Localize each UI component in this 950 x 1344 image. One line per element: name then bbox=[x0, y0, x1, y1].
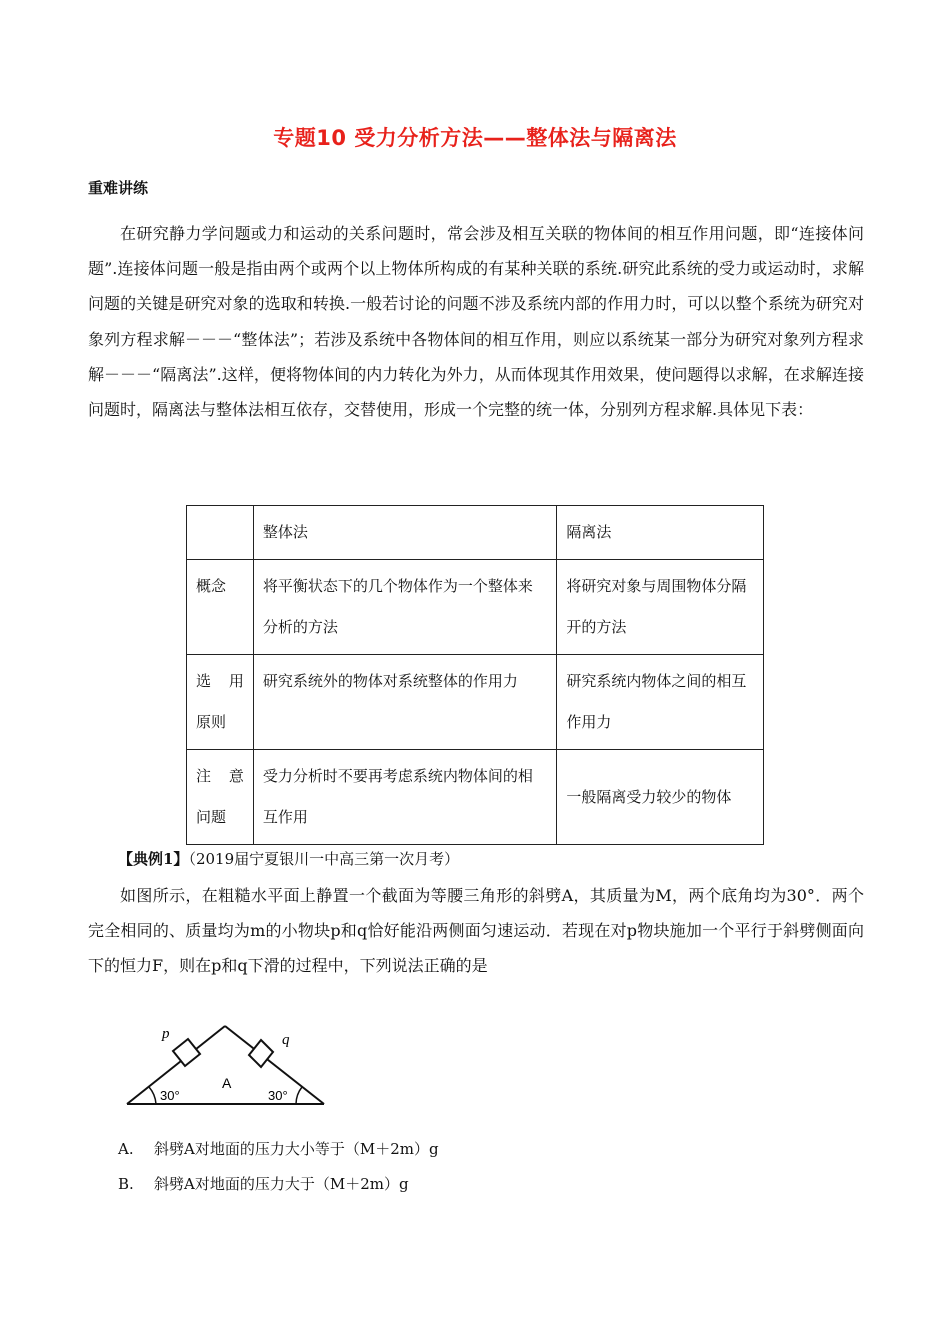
table-header-cell: 整体法 bbox=[253, 506, 556, 560]
row-label bbox=[187, 750, 254, 845]
example-source: （2019届宁夏银川一中高三第一次月考） bbox=[188, 850, 460, 868]
whole-method-cell: 将平衡状态下的几个物体作为一个整体来分析的方法 bbox=[253, 560, 556, 655]
page-title: 专题10 受力分析方法——整体法与隔离法 bbox=[273, 126, 677, 150]
row-label-line: 问题 bbox=[196, 808, 227, 826]
row-label-line: 原则 bbox=[196, 713, 227, 731]
isolation-method-cell: 研究系统内物体之间的相互作用力 bbox=[557, 655, 764, 750]
whole-method-cell: 研究系统外的物体对系统整体的作用力 bbox=[253, 655, 556, 750]
isolation-method-cell: 一般隔离受力较少的物体 bbox=[557, 750, 764, 845]
block-q bbox=[249, 1040, 273, 1067]
row-label-line: 注 意 bbox=[196, 767, 244, 785]
section-heading: 重难讲练 bbox=[88, 179, 149, 197]
table-row bbox=[187, 560, 764, 655]
angle-label-left: 30° bbox=[160, 1088, 180, 1103]
example-text: 如图所示，在粗糙水平面上静置一个截面为等腰三角形的斜劈A，其质量为M，两个底角均为30°．两个完全相同的、质量均为m的小物块p和q恰好能沿两侧面匀速运动．若现在对p物块施加一个平行于斜劈侧面向下的恒力F，则在p和q下滑的过程中，下列说法正确的是 bbox=[88, 886, 864, 976]
row-label: 概念 bbox=[187, 560, 254, 655]
angle-label-right: 30° bbox=[268, 1088, 288, 1103]
option-b bbox=[118, 1173, 409, 1194]
table-header-cell bbox=[187, 506, 254, 560]
option-text: 斜劈A对地面的压力大于（M＋2m）g bbox=[154, 1175, 409, 1193]
row-label bbox=[187, 655, 254, 750]
label-q: q bbox=[282, 1032, 290, 1048]
option-letter: A. bbox=[118, 1140, 134, 1158]
option-letter: B. bbox=[118, 1175, 134, 1193]
comparison-table bbox=[186, 505, 764, 845]
label-p: p bbox=[162, 1026, 170, 1042]
example-heading bbox=[118, 848, 459, 869]
table-header-row bbox=[187, 506, 764, 560]
table-row bbox=[187, 655, 764, 750]
angle-arc-right bbox=[296, 1087, 302, 1104]
isolation-method-cell: 将研究对象与周围物体分隔开的方法 bbox=[557, 560, 764, 655]
whole-method-cell: 受力分析时不要再考虑系统内物体间的相互作用 bbox=[253, 750, 556, 845]
angle-arc-left bbox=[149, 1087, 156, 1104]
example-tag: 【典例1】 bbox=[118, 850, 189, 868]
wedge-figure bbox=[118, 1012, 338, 1112]
table-header-cell: 隔离法 bbox=[557, 506, 764, 560]
intro-paragraph: 在研究静力学问题或力和运动的关系问题时，常会涉及相互关联的物体间的相互作用问题，即“连接体问题”.连接体问题一般是指由两个或两个以上物体所构成的有某种关联的系统.研究此系统的受力或运动时，求解问题的关键是研究对象的选取和转换.一般若讨论的问题不涉及系统内部的作用力时，可以以整个系统为研究对象列方程求解－－－“整体法”；若涉及系统中各物体间的相互作用，则应以系统某一部分为研究对象列方程求解－－－“隔离法”.这样，便将物体间的内力转化为外力，从而体现其作用效果，使问题得以求解，在求解连接问题时，隔离法与整体法相互依存，交替使用，形成一个完整的统一体，分别列方程求解.具体见下表： bbox=[88, 224, 864, 420]
table-row bbox=[187, 750, 764, 845]
label-A: A bbox=[222, 1075, 232, 1091]
option-text: 斜劈A对地面的压力大小等于（M＋2m）g bbox=[154, 1140, 439, 1158]
block-p bbox=[173, 1039, 200, 1066]
row-label-line: 选 用 bbox=[196, 672, 244, 690]
option-a bbox=[118, 1138, 439, 1159]
